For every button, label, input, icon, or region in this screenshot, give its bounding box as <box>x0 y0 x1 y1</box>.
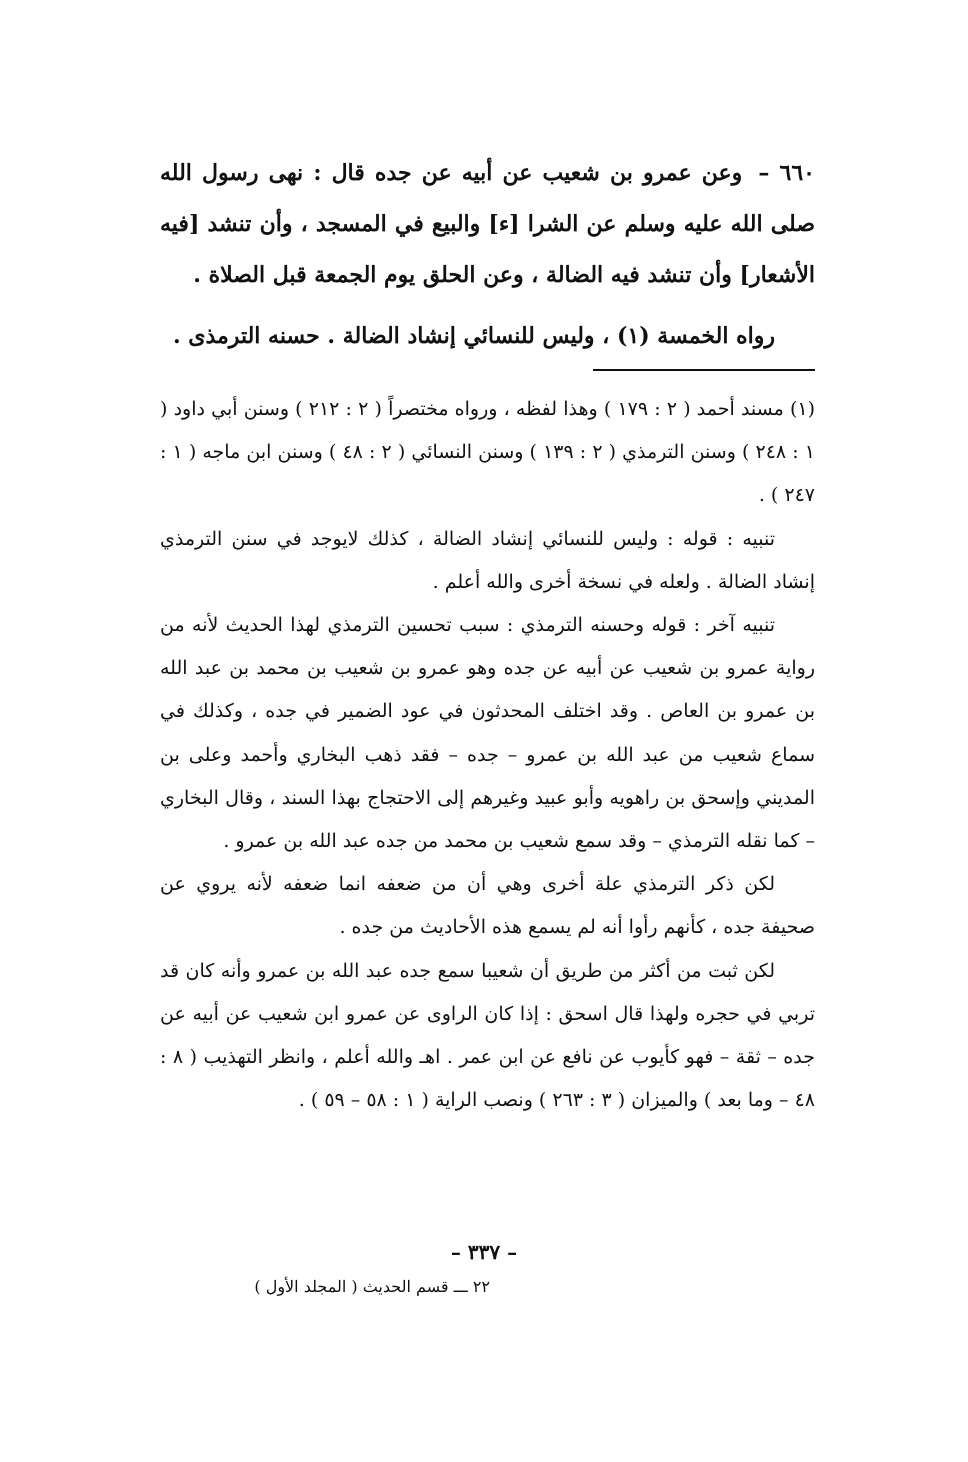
footnote-divider <box>593 369 815 371</box>
footnote-1: (١) مسند أحمد ( ٢ : ١٧٩ ) وهذا لفظه ، ورواه مختصراً ( ٢ : ٢١٢ ) وسنن أبي داود ( ١ : ٢٤٨ ) وسنن الترمذي ( ٢ : ١٣٩ ) وسنن النسائي ( ٢ : ٤٨ ) وسنن ابن ماجه ( ١ : ٢٤٧ ) . <box>160 398 816 507</box>
hadith-body: وعن عمرو بن شعيب عن أبيه عن جده قال : نهى رسول الله صلى الله عليه وسلم عن الشرا [ء] والبيع في المسجد ، وأن تنشد [فيه الأشعار] وأن تنشد فيه الضالة ، وعن الحلق يوم الجمعة قبل الصلاة . <box>160 160 815 288</box>
note-tanbih-akhar: تنبيه آخر : قوله وحسنه الترمذي : سبب تحسين الترمذي لهذا الحديث لأنه من رواية عمرو بن شعيب عن أبيه عن جده وهو عمرو بن شعيب بن محمد بن عبد الله بن عمرو بن العاص . وقد اختلف المحدثون في عود الضمير في جده ، وكذلك في سماع شعيب من عبد الله بن عمرو – جده – فقد ذهب البخاري وأحمد وعلى بن المديني وإسحق بن راهويه وأبو عبيد وغيرهم إلى الاحتجاج بهذا السند ، وقال البخاري – كما نقله الترمذي – وقد سمع شعيب بن محمد من جده عبد الله بن عمرو . <box>160 614 815 853</box>
note-illa: لكن ذكر الترمذي علة أخرى وهي أن من ضعفه انما ضعفه لأنه يروي عن صحيفة جده ، كأنهم رأوا أنه لم يسمع هذه الأحاديث من جده . <box>160 873 815 939</box>
signature-line: ٢٢ ـــ قسم الحديث ( المجلد الأول ) <box>254 1277 490 1296</box>
note-thabata: لكن ثبت من أكثر من طريق أن شعيبا سمع جده عبد الله بن عمرو وأنه كان قد تربي في حجره ولهذا قال اسحق : إذا كان الراوى عن عمرو ابن شعيب عن أبيه عن جده – ثقة – فهو كأيوب عن نافع عن ابن عمر . اهـ والله أعلم ، وانظر التهذيب ( ٨ : ٤٨ – وما بعد ) والميزان ( ٣ : ٢٦٣ ) ونصب الراية ( ١ : ٥٨ – ٥٩ ) . <box>160 959 815 1112</box>
note-tanbih: تنبيه : قوله : وليس للنسائي إنشاد الضالة ، كذلك لايوجد في سنن الترمذي إنشاد الضالة . ولعله في نسخة أخرى والله أعلم . <box>160 527 815 593</box>
hadith-text <box>160 148 815 301</box>
footnotes <box>160 388 815 1122</box>
page-number: – ٣٣٧ – <box>450 1240 518 1264</box>
hadith-number: ٦٦٠ – <box>758 160 815 186</box>
hadith-riwaya: رواه الخمسة (١) ، وليس للنسائي إنشاد الضالة . حسنه الترمذى . <box>172 323 775 349</box>
